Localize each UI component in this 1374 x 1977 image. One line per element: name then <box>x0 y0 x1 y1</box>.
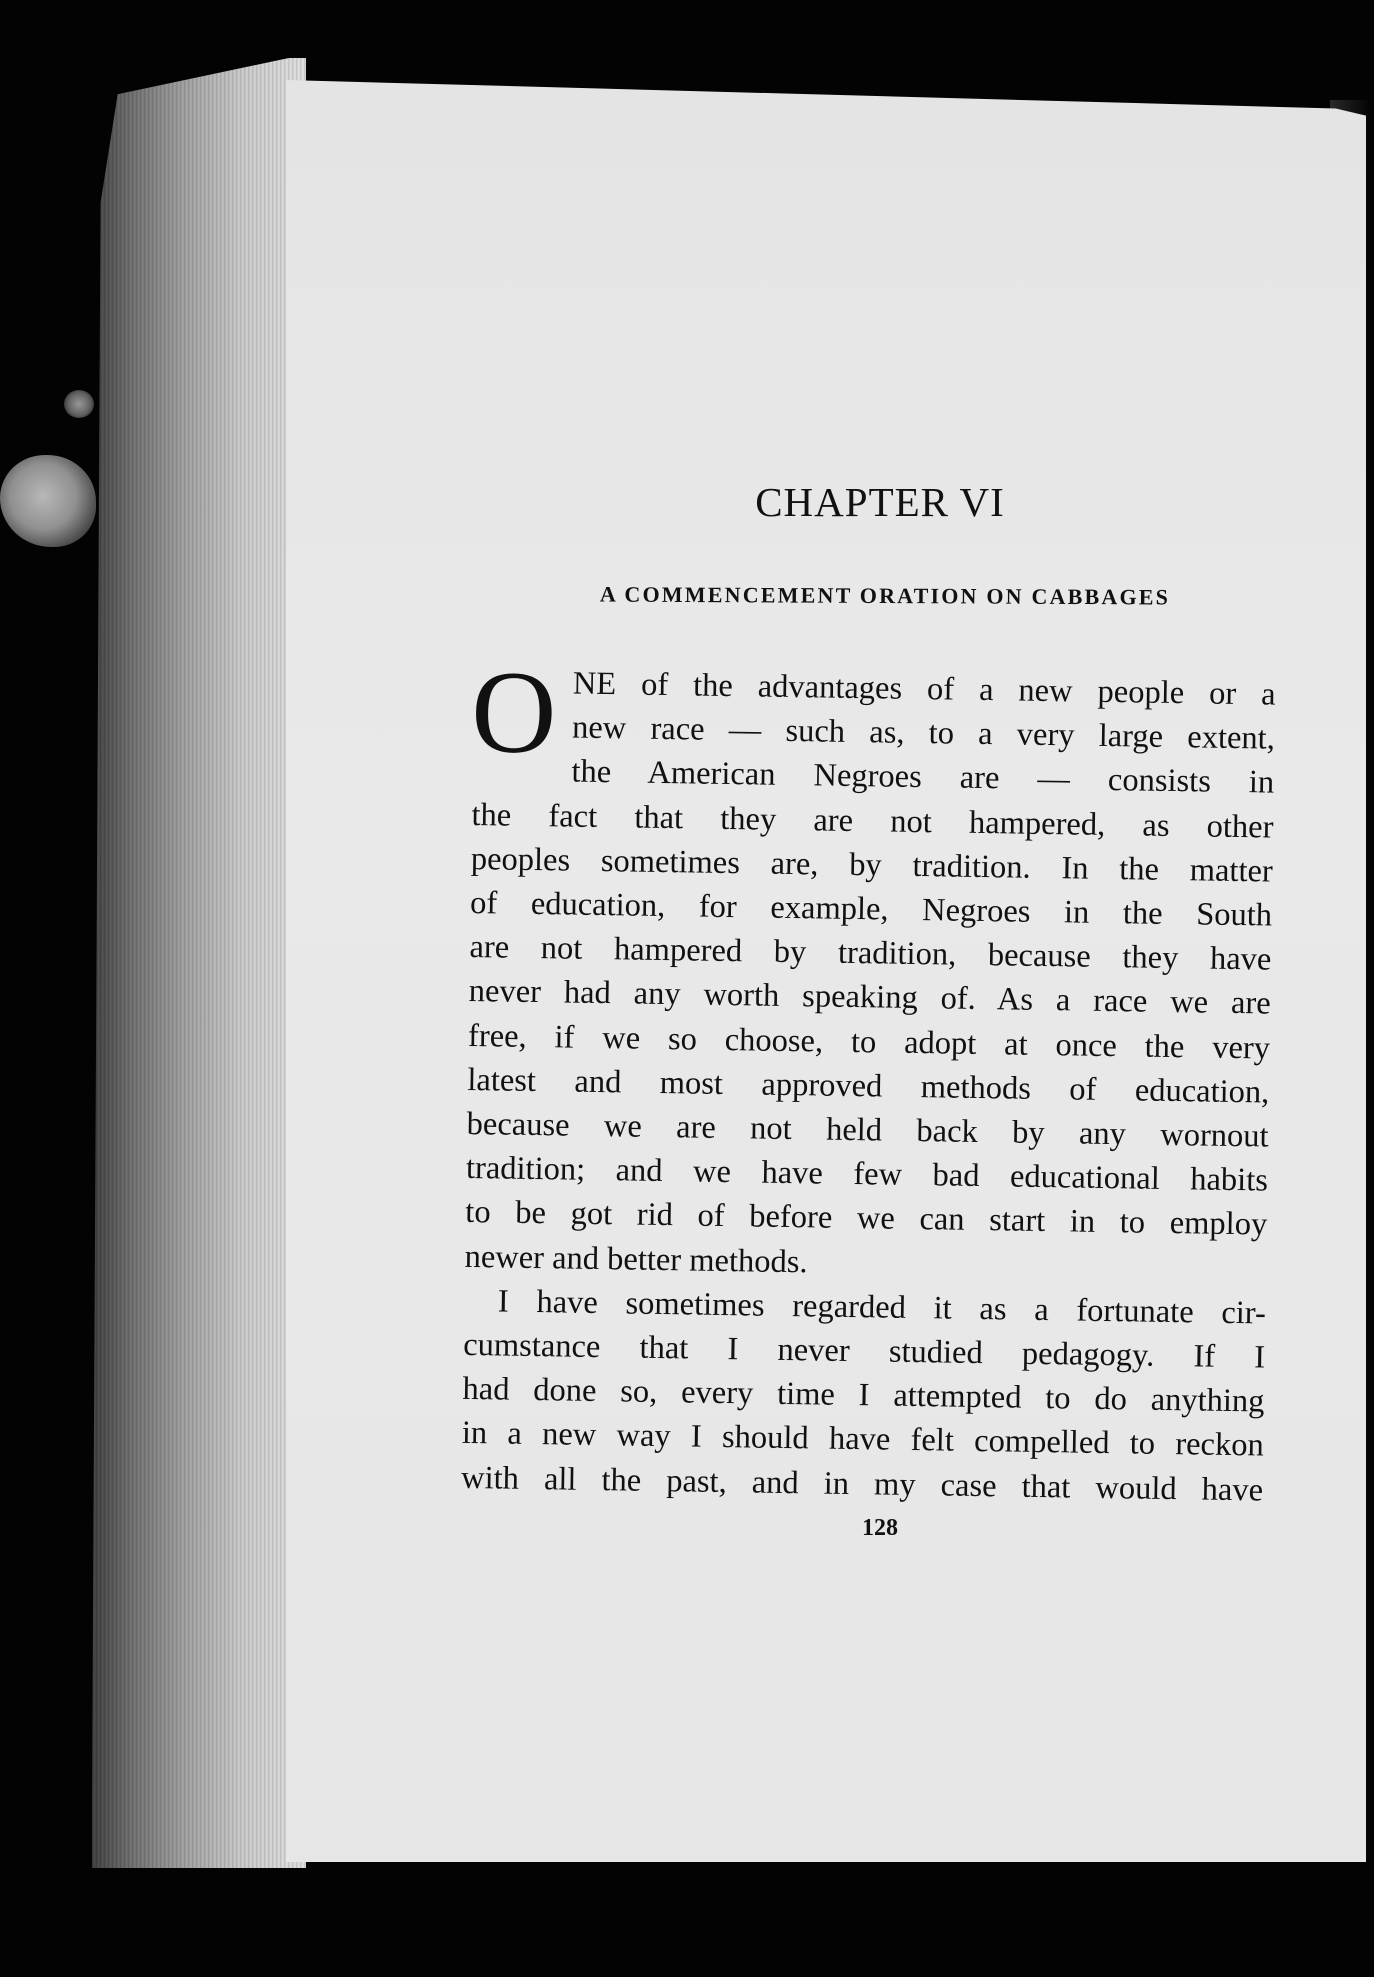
text-line: latest and most approved methods of education, <box>467 1061 1270 1111</box>
text-line: the fact that they are not hampered, as other <box>471 796 1274 846</box>
text-line: because we are not held back by any wornout <box>466 1105 1269 1155</box>
text-line: the American Negroes are — consists in <box>571 753 1275 801</box>
text-line: are not hampered by tradition, because they have <box>469 929 1272 978</box>
page-number: 128 <box>862 1515 898 1541</box>
chapter-title: CHAPTER VI <box>755 479 1005 525</box>
book-page-edges <box>92 58 306 1868</box>
text-line: with all the past, and in my case that would have <box>460 1459 1264 1509</box>
text-line: newer and better methods. <box>464 1238 808 1280</box>
text-line: NE of the advantages of a new people or a <box>572 665 1276 713</box>
text-line: to be got rid of before we can start in to employ <box>465 1194 1268 1243</box>
scan-debris-fleck-small <box>64 390 94 418</box>
text-line: of education, for example, Negroes in the South <box>469 884 1273 934</box>
body-text <box>460 645 1276 1512</box>
chapter-subtitle: A COMMENCEMENT ORATION ON CABBAGES <box>599 581 1171 610</box>
text-line: I have sometimes regarded it as a fortunate cir- <box>497 1283 1267 1332</box>
text-line: peoples sometimes are, by tradition. In the matter <box>470 840 1274 890</box>
text-line: cumstance that I never studied pedagogy. If I <box>462 1326 1266 1376</box>
text-line: free, if we so choose, to adopt at once the very <box>467 1017 1271 1067</box>
text-line: tradition; and we have few bad educational habits <box>465 1150 1269 1199</box>
paragraph <box>461 1279 1266 1513</box>
paragraph <box>464 645 1276 1291</box>
text-line: had done so, every time I attempted to do anything <box>462 1371 1265 1420</box>
drop-cap: O <box>470 645 558 779</box>
text-line: in a new way I should have felt compelled to reckon <box>461 1415 1265 1464</box>
text-line: never had any worth speaking of. As a race we are <box>468 973 1271 1022</box>
scan-debris-fleck <box>0 455 96 547</box>
text-line: new race — such as, to a very large extent, <box>571 709 1276 757</box>
